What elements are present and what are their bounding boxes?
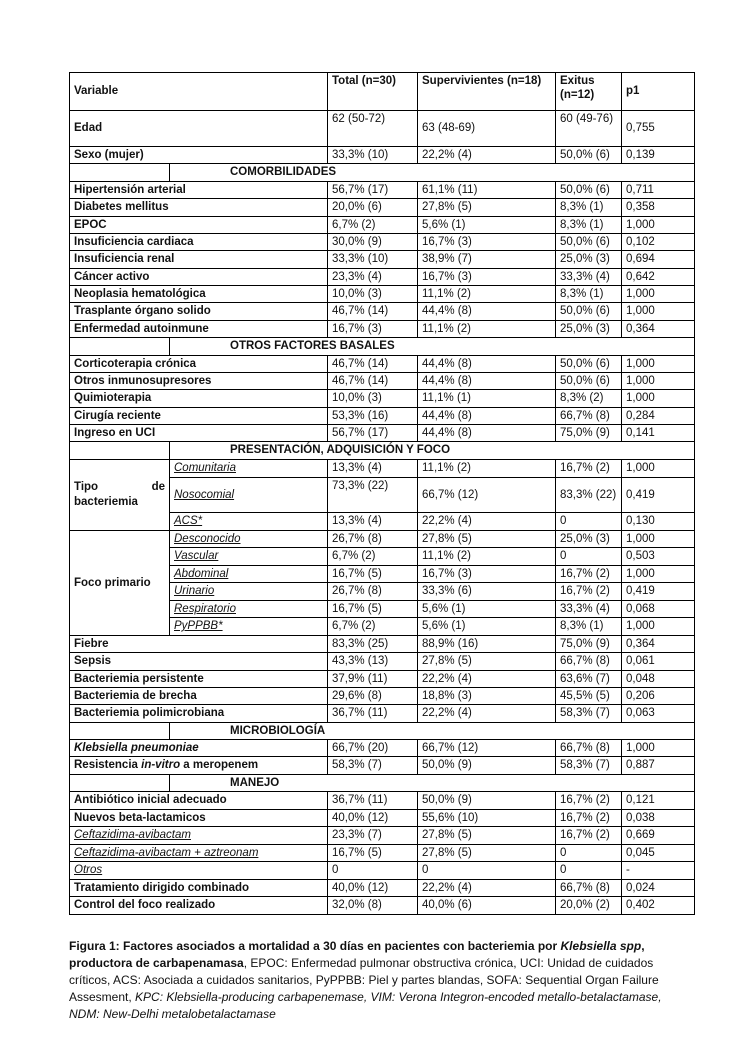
p-value-cell: 0,121 [622, 792, 695, 810]
total-cell: 36,7% (11) [328, 705, 418, 722]
label-text: a meropenem [180, 759, 259, 772]
survivors-cell: 27,8% (5) [418, 844, 556, 862]
total-cell: 33,3% (10) [328, 147, 418, 164]
survivors-cell: 5,6% (1) [418, 618, 556, 636]
total-cell: 6,7% (2) [328, 548, 418, 566]
table-row [70, 635, 695, 652]
p-value-cell: 0,139 [622, 147, 695, 164]
caption-title: Figura 1: Factores asociados a mortalidad a 30 días en pacientes con bacteriemia por [69, 939, 561, 953]
header-total: Total (n=30) [328, 73, 418, 111]
table-row [70, 268, 695, 285]
exitus-cell: 50,0% (6) [556, 181, 622, 198]
total-cell: 53,3% (16) [328, 407, 418, 424]
table-row [70, 111, 695, 147]
exitus-cell: 50,0% (6) [556, 372, 622, 389]
subvariable-label: Comunitaria [170, 459, 328, 477]
survivors-cell: 11,1% (2) [418, 320, 556, 337]
table-row [70, 705, 695, 722]
variable-label: Tratamiento dirigido combinado [70, 879, 328, 897]
variable-label: Neoplasia hematológica [70, 286, 328, 303]
table-row [70, 670, 695, 687]
section-spacer [70, 442, 170, 459]
caption-organism: Klebsiella spp [560, 939, 642, 953]
total-cell: 30,0% (9) [328, 233, 418, 250]
variable-label: Sepsis [70, 653, 328, 670]
variable-label: Bacteriemia persistente [70, 670, 328, 687]
table-row [70, 199, 695, 216]
table-row [70, 774, 695, 791]
section-heading: OTROS FACTORES BASALES [170, 338, 695, 355]
p-value-cell: 0,045 [622, 844, 695, 862]
p-value-cell: 1,000 [622, 530, 695, 548]
exitus-cell: 8,3% (1) [556, 286, 622, 303]
table-row [70, 338, 695, 355]
p-value-cell: 1,000 [622, 216, 695, 233]
total-cell: 32,0% (8) [328, 897, 418, 915]
p-value-cell: - [622, 862, 695, 880]
p-value-cell: 1,000 [622, 618, 695, 636]
table-row [70, 862, 695, 880]
p-value-cell: 1,000 [622, 390, 695, 407]
total-cell: 46,7% (14) [328, 372, 418, 389]
total-cell: 56,7% (17) [328, 425, 418, 442]
group-label-bacteremia-type: Tipo de bacteriemia [70, 459, 170, 530]
table-row [70, 897, 695, 915]
caption-title-end: , productora de carbapenamasa [69, 939, 645, 970]
table-row [70, 407, 695, 424]
total-cell: 13,3% (4) [328, 512, 418, 530]
table-row [70, 792, 695, 810]
exitus-cell: 66,7% (8) [556, 740, 622, 757]
variable-label: Ingreso en UCI [70, 425, 328, 442]
exitus-cell: 50,0% (6) [556, 303, 622, 320]
table-row [70, 722, 695, 739]
exitus-cell: 50,0% (6) [556, 233, 622, 250]
table-row [70, 879, 695, 897]
survivors-cell: 27,8% (5) [418, 827, 556, 845]
exitus-cell: 0 [556, 512, 622, 530]
p-value-cell: 0,419 [622, 583, 695, 601]
variable-label: Hipertensión arterial [70, 181, 328, 198]
table-row [70, 459, 695, 477]
variable-label: Otros [70, 862, 328, 880]
p-value-cell: 0,402 [622, 897, 695, 915]
table-row [70, 233, 695, 250]
exitus-cell: 58,3% (7) [556, 705, 622, 722]
variable-label: Edad [70, 111, 328, 147]
survivors-cell: 5,6% (1) [418, 600, 556, 618]
survivors-cell: 50,0% (9) [418, 757, 556, 774]
section-heading: PRESENTACIÓN, ADQUISICIÓN Y FOCO [170, 442, 695, 459]
total-cell: 10,0% (3) [328, 286, 418, 303]
subvariable-label: PyPPBB* [170, 618, 328, 636]
variable-label: Quimioterapia [70, 390, 328, 407]
variable-label: Ceftazidima-avibactam [70, 827, 328, 845]
survivors-cell: 44,4% (8) [418, 303, 556, 320]
exitus-cell: 20,0% (2) [556, 897, 622, 915]
exitus-cell: 25,0% (3) [556, 251, 622, 268]
exitus-cell: 60 (49-76) [556, 111, 622, 147]
p-value-cell: 0,711 [622, 181, 695, 198]
survivors-cell: 55,6% (10) [418, 809, 556, 827]
table-row [70, 303, 695, 320]
p-value-cell: 0,358 [622, 199, 695, 216]
total-cell: 73,3% (22) [328, 477, 418, 512]
exitus-cell: 50,0% (6) [556, 355, 622, 372]
p-value-cell: 0,364 [622, 320, 695, 337]
survivors-cell: 16,7% (3) [418, 268, 556, 285]
p-value-cell: 1,000 [622, 303, 695, 320]
variable-label: Cáncer activo [70, 268, 328, 285]
survivors-cell: 66,7% (12) [418, 740, 556, 757]
survivors-cell: 40,0% (6) [418, 897, 556, 915]
exitus-cell: 25,0% (3) [556, 530, 622, 548]
table-row [70, 147, 695, 164]
p-value-cell: 0,063 [622, 705, 695, 722]
survivors-cell: 44,4% (8) [418, 372, 556, 389]
survivors-cell: 22,2% (4) [418, 670, 556, 687]
survivors-cell: 88,9% (16) [418, 635, 556, 652]
variable-label [70, 757, 328, 774]
p-value-cell: 0,102 [622, 233, 695, 250]
figure-caption [69, 938, 679, 1023]
subvariable-label: Vascular [170, 548, 328, 566]
exitus-cell: 25,0% (3) [556, 320, 622, 337]
header-variable: Variable [70, 73, 328, 111]
survivors-cell: 22,2% (4) [418, 879, 556, 897]
survivors-cell: 11,1% (2) [418, 548, 556, 566]
table-row [70, 216, 695, 233]
caption-enzyme-abbreviations: KPC: Klebsiella-producing carbapenemase, VIM: Verona Integron-encoded metallo-betalactamase, NDM: New-Delhi metalobetalactamase [69, 990, 662, 1021]
total-cell: 16,7% (3) [328, 320, 418, 337]
variable-label: Klebsiella pneumoniae [70, 740, 328, 757]
header-exitus: Exitus (n=12) [556, 73, 622, 111]
table-row [70, 844, 695, 862]
table-row [70, 164, 695, 181]
exitus-cell: 33,3% (4) [556, 600, 622, 618]
exitus-cell: 16,7% (2) [556, 583, 622, 601]
exitus-cell: 83,3% (22) [556, 477, 622, 512]
table-row [70, 390, 695, 407]
survivors-cell: 33,3% (6) [418, 583, 556, 601]
p-value-cell: 0,887 [622, 757, 695, 774]
survivors-cell: 22,2% (4) [418, 705, 556, 722]
exitus-cell: 8,3% (2) [556, 390, 622, 407]
p-value-cell: 1,000 [622, 372, 695, 389]
p-value-cell: 0,141 [622, 425, 695, 442]
section-heading: MICROBIOLOGÍA [170, 722, 695, 739]
survivors-cell: 16,7% (3) [418, 565, 556, 583]
variable-label: Bacteriemia de brecha [70, 687, 328, 704]
table-row [70, 757, 695, 774]
p-value-cell: 1,000 [622, 355, 695, 372]
total-cell: 83,3% (25) [328, 635, 418, 652]
label-text-italic: in-vitro [141, 759, 181, 772]
exitus-cell: 45,5% (5) [556, 687, 622, 704]
p-value-cell: 0,364 [622, 635, 695, 652]
table-row [70, 355, 695, 372]
subvariable-label: Urinario [170, 583, 328, 601]
mortality-factors-table [69, 72, 695, 915]
p-value-cell: 1,000 [622, 565, 695, 583]
variable-label: Bacteriemia polimicrobiana [70, 705, 328, 722]
survivors-cell: 61,1% (11) [418, 181, 556, 198]
table-row [70, 73, 695, 111]
p-value-cell: 0,503 [622, 548, 695, 566]
total-cell: 58,3% (7) [328, 757, 418, 774]
header-survivors: Supervivientes (n=18) [418, 73, 556, 111]
survivors-cell: 44,4% (8) [418, 425, 556, 442]
survivors-cell: 27,8% (5) [418, 653, 556, 670]
p-value-cell: 0,068 [622, 600, 695, 618]
table-row [70, 827, 695, 845]
survivors-cell: 16,7% (3) [418, 233, 556, 250]
total-cell: 40,0% (12) [328, 879, 418, 897]
exitus-cell: 50,0% (6) [556, 147, 622, 164]
table-row [70, 687, 695, 704]
survivors-cell: 5,6% (1) [418, 216, 556, 233]
survivors-cell: 66,7% (12) [418, 477, 556, 512]
total-cell: 26,7% (8) [328, 530, 418, 548]
variable-label: Fiebre [70, 635, 328, 652]
variable-label: Corticoterapia crónica [70, 355, 328, 372]
exitus-cell: 66,7% (8) [556, 407, 622, 424]
table-row [70, 425, 695, 442]
header-p1: p1 [622, 73, 695, 111]
p-value-cell: 0,419 [622, 477, 695, 512]
label-text: Resistencia [74, 759, 142, 772]
p-value-cell: 0,694 [622, 251, 695, 268]
exitus-cell: 66,7% (8) [556, 653, 622, 670]
variable-label: Insuficiencia renal [70, 251, 328, 268]
subvariable-label: Abdominal [170, 565, 328, 583]
exitus-cell: 16,7% (2) [556, 792, 622, 810]
survivors-cell: 50,0% (9) [418, 792, 556, 810]
survivors-cell: 44,4% (8) [418, 407, 556, 424]
section-spacer [70, 722, 170, 739]
exitus-cell: 66,7% (8) [556, 879, 622, 897]
group-label-primary-focus: Foco primario [70, 530, 170, 635]
total-cell: 66,7% (20) [328, 740, 418, 757]
variable-label: Sexo (mujer) [70, 147, 328, 164]
exitus-cell: 16,7% (2) [556, 565, 622, 583]
total-cell: 13,3% (4) [328, 459, 418, 477]
total-cell: 16,7% (5) [328, 565, 418, 583]
exitus-cell: 0 [556, 548, 622, 566]
exitus-cell: 0 [556, 844, 622, 862]
exitus-cell: 16,7% (2) [556, 809, 622, 827]
total-cell: 43,3% (13) [328, 653, 418, 670]
total-cell: 62 (50-72) [328, 111, 418, 147]
exitus-cell: 8,3% (1) [556, 216, 622, 233]
total-cell: 40,0% (12) [328, 809, 418, 827]
total-cell: 36,7% (11) [328, 792, 418, 810]
survivors-cell: 22,2% (4) [418, 147, 556, 164]
p-value-cell: 0,061 [622, 653, 695, 670]
variable-label: Ceftazidima-avibactam + aztreonam [70, 844, 328, 862]
variable-label: Enfermedad autoinmune [70, 320, 328, 337]
table-row [70, 442, 695, 459]
survivors-cell: 63 (48-69) [418, 111, 556, 147]
subvariable-label: ACS* [170, 512, 328, 530]
p-value-cell: 0,024 [622, 879, 695, 897]
total-cell: 37,9% (11) [328, 670, 418, 687]
p-value-cell: 0,048 [622, 670, 695, 687]
total-cell: 6,7% (2) [328, 618, 418, 636]
exitus-cell: 8,3% (1) [556, 199, 622, 216]
p-value-cell: 0,755 [622, 111, 695, 147]
exitus-cell: 8,3% (1) [556, 618, 622, 636]
exitus-cell: 16,7% (2) [556, 827, 622, 845]
p-value-cell: 0,038 [622, 809, 695, 827]
total-cell: 29,6% (8) [328, 687, 418, 704]
table-row [70, 320, 695, 337]
table-row [70, 181, 695, 198]
survivors-cell: 22,2% (4) [418, 512, 556, 530]
total-cell: 46,7% (14) [328, 303, 418, 320]
p-value-cell: 0,669 [622, 827, 695, 845]
table-row [70, 809, 695, 827]
variable-label: Nuevos beta-lactamicos [70, 809, 328, 827]
survivors-cell: 27,8% (5) [418, 199, 556, 216]
variable-label: Antibiótico inicial adecuado [70, 792, 328, 810]
p-value-cell: 0,206 [622, 687, 695, 704]
variable-label: Diabetes mellitus [70, 199, 328, 216]
total-cell: 6,7% (2) [328, 216, 418, 233]
table-row [70, 653, 695, 670]
variable-label: Insuficiencia cardiaca [70, 233, 328, 250]
table-row [70, 286, 695, 303]
p-value-cell: 0,130 [622, 512, 695, 530]
p-value-cell: 0,642 [622, 268, 695, 285]
survivors-cell: 38,9% (7) [418, 251, 556, 268]
survivors-cell: 11,1% (2) [418, 459, 556, 477]
survivors-cell: 0 [418, 862, 556, 880]
p-value-cell: 1,000 [622, 286, 695, 303]
exitus-cell: 33,3% (4) [556, 268, 622, 285]
total-cell: 20,0% (6) [328, 199, 418, 216]
caption-abbreviations: , EPOC: Enfermedad pulmonar obstructiva crónica, UCI: Unidad de cuidados críticos, ACS: Asociada a cuidados sanitarios, PyPPBB: Piel y partes blandas, SOFA: Sequential Organ Failure Assesment, [69, 956, 659, 1004]
total-cell: 23,3% (4) [328, 268, 418, 285]
exitus-cell: 75,0% (9) [556, 635, 622, 652]
total-cell: 16,7% (5) [328, 600, 418, 618]
subvariable-label: Nosocomial [170, 477, 328, 512]
total-cell: 16,7% (5) [328, 844, 418, 862]
variable-label: Trasplante órgano solido [70, 303, 328, 320]
subvariable-label: Respiratorio [170, 600, 328, 618]
table-row [70, 530, 695, 548]
section-heading: MANEJO [170, 774, 695, 791]
total-cell: 0 [328, 862, 418, 880]
total-cell: 33,3% (10) [328, 251, 418, 268]
total-cell: 46,7% (14) [328, 355, 418, 372]
variable-label: EPOC [70, 216, 328, 233]
survivors-cell: 18,8% (3) [418, 687, 556, 704]
table-row [70, 251, 695, 268]
section-spacer [70, 338, 170, 355]
survivors-cell: 44,4% (8) [418, 355, 556, 372]
exitus-cell: 58,3% (7) [556, 757, 622, 774]
section-spacer [70, 164, 170, 181]
subvariable-label: Desconocido [170, 530, 328, 548]
total-cell: 10,0% (3) [328, 390, 418, 407]
total-cell: 56,7% (17) [328, 181, 418, 198]
p-value-cell: 1,000 [622, 459, 695, 477]
section-spacer [70, 774, 170, 791]
p-value-cell: 1,000 [622, 740, 695, 757]
variable-label: Control del foco realizado [70, 897, 328, 915]
table-row [70, 372, 695, 389]
survivors-cell: 11,1% (2) [418, 286, 556, 303]
survivors-cell: 27,8% (5) [418, 530, 556, 548]
variable-label: Otros inmunosupresores [70, 372, 328, 389]
section-heading: COMORBILIDADES [170, 164, 695, 181]
total-cell: 26,7% (8) [328, 583, 418, 601]
variable-label: Cirugía reciente [70, 407, 328, 424]
exitus-cell: 0 [556, 862, 622, 880]
exitus-cell: 63,6% (7) [556, 670, 622, 687]
table-row [70, 740, 695, 757]
exitus-cell: 16,7% (2) [556, 459, 622, 477]
survivors-cell: 11,1% (1) [418, 390, 556, 407]
total-cell: 23,3% (7) [328, 827, 418, 845]
exitus-cell: 75,0% (9) [556, 425, 622, 442]
p-value-cell: 0,284 [622, 407, 695, 424]
